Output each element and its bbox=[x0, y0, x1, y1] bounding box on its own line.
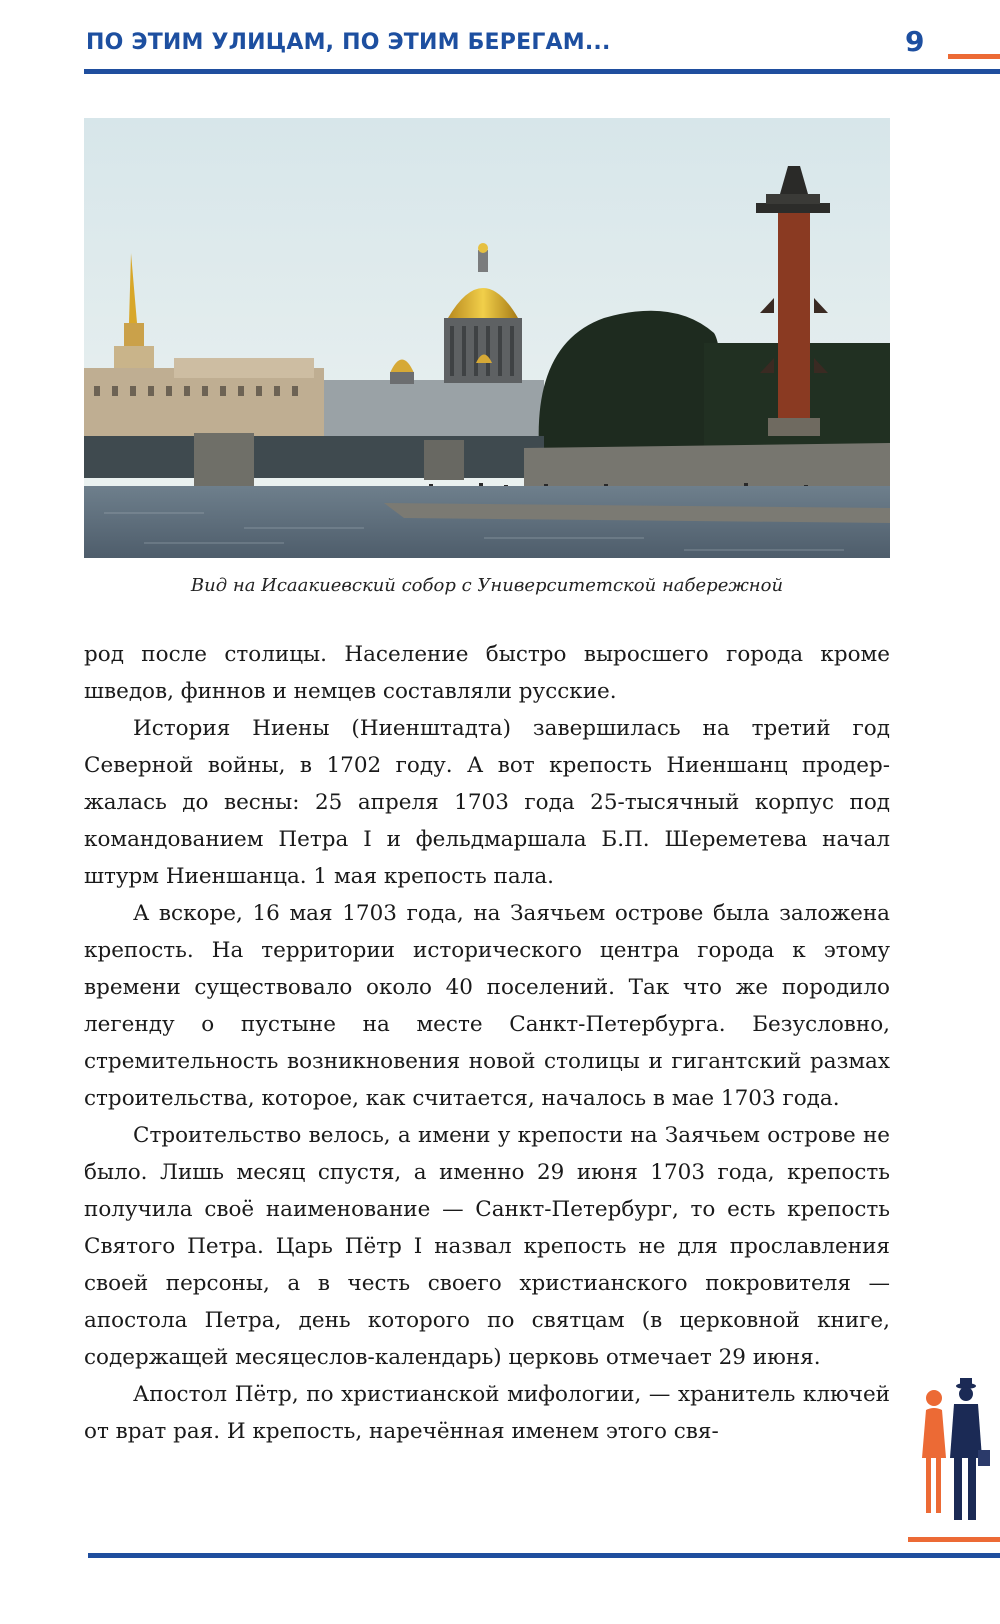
header-accent-bar bbox=[948, 54, 1000, 59]
body-text bbox=[84, 636, 890, 1450]
figure-caption: Вид на Исаакиевский собор с Университетской набережной bbox=[190, 575, 784, 596]
paragraph: История Ниены (Ниенштадта) завершилась на третий год Северной войны, в 1702 году. А вот крепость Ниеншанц продержалась до весны: 25 апреля 1703 года 25-тысячный корпус под командованием Петра I и фельдмаршала Б.П. Шереметева начал штурм Ниеншанца. 1 мая крепость пала. bbox=[84, 716, 890, 889]
header-rule bbox=[84, 69, 1000, 74]
paragraph: Строительство велось, а имени у крепости на Заячьем острове не было. Лишь месяц спустя, а именно 29 июня 1703 года, крепость получила своё наименование — Санкт-Петербург, то есть крепость Святого Петра. Царь Пётр I назвал крепость не для прославления своей персоны, а в честь своего христианского покровителя — апостола Петра, день которого по святцам (в церковной книге, содержащей месяцеслов-календарь) церковь отмечает 29 июня. bbox=[84, 1123, 890, 1370]
page-number: 9 bbox=[905, 25, 925, 58]
footer-rule bbox=[88, 1553, 1000, 1558]
paragraph: Апостол Пётр, по христианской мифологии, — хранитель ключей от врат рая. И крепость, наречённая именем этого свя- bbox=[84, 1382, 890, 1444]
running-header-title: ПО ЭТИМ УЛИЦАМ, ПО ЭТИМ БЕРЕГАМ... bbox=[86, 30, 611, 55]
footer-accent-bar bbox=[908, 1537, 1000, 1542]
walking-couple-icon bbox=[914, 1378, 996, 1528]
photo-st-isaacs-cathedral-view bbox=[84, 118, 890, 558]
paragraph: А вскоре, 16 мая 1703 года, на Заячьем острове была заложена крепость. На территории исторического центра города к этому времени существовало около 40 поселений. Так что же породило легенду о пустыне на месте Санкт-Петербурга. Безусловно, стремительность возникновения новой столицы и гигантский размах строительства, которое, как считается, началось в мае 1703 года. bbox=[84, 901, 890, 1111]
paragraph: род после столицы. Население быстро выросшего города кроме шведов, финнов и немцев составляли русские. bbox=[84, 642, 890, 704]
